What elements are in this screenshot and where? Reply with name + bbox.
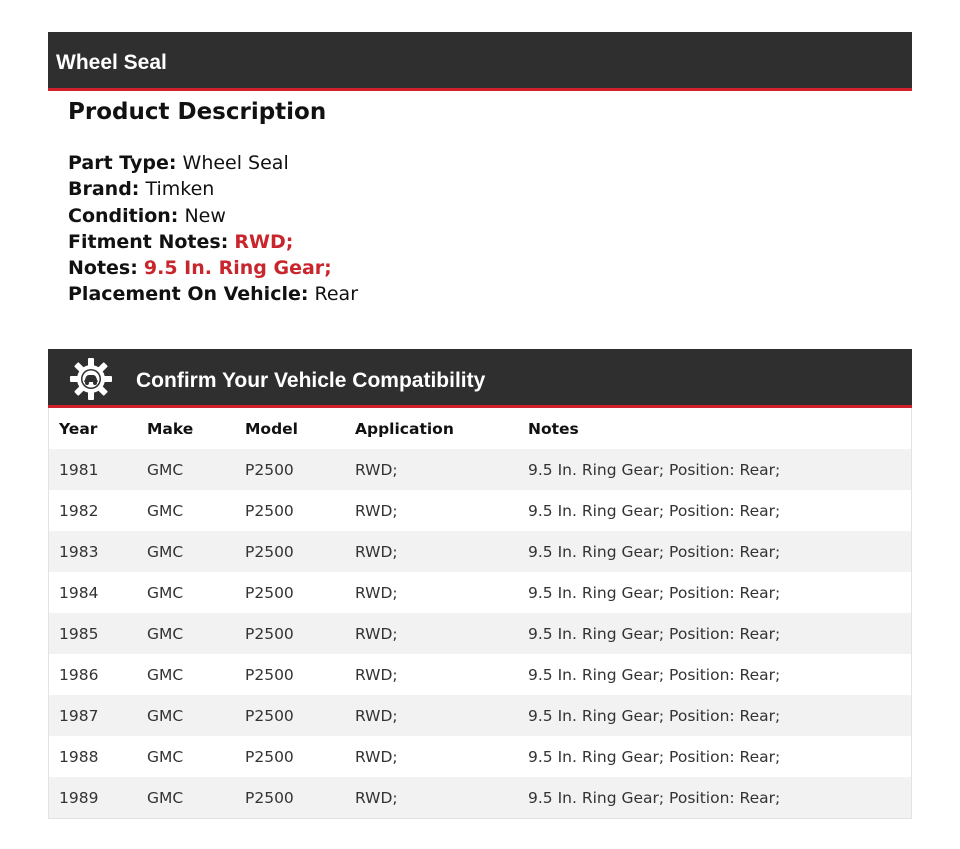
cell-year: 1989 <box>59 788 99 807</box>
spec-value: Timken <box>145 178 215 201</box>
spec-value: Rear <box>314 283 359 306</box>
cell-model: P2500 <box>245 583 294 602</box>
spec-label: Brand: <box>68 178 140 201</box>
spec-row-placement <box>68 281 358 307</box>
cell-model: P2500 <box>245 747 294 766</box>
cell-application: RWD; <box>355 747 398 766</box>
cell-model: P2500 <box>245 460 294 479</box>
cell-model: P2500 <box>245 501 294 520</box>
cell-notes: 9.5 In. Ring Gear; Position: Rear; <box>528 583 781 602</box>
cell-application: RWD; <box>355 788 398 807</box>
cell-application: RWD; <box>355 706 398 725</box>
product-description <box>68 96 358 308</box>
spec-value: RWD; <box>234 230 294 253</box>
column-header-model: Model <box>245 419 298 438</box>
table-row <box>49 736 911 777</box>
cell-model: P2500 <box>245 706 294 725</box>
spec-value: New <box>184 204 226 227</box>
cell-model: P2500 <box>245 788 294 807</box>
product-title-bar <box>48 32 912 91</box>
compatibility-title-bar <box>48 349 912 408</box>
cell-year: 1984 <box>59 583 99 602</box>
table-row <box>49 572 911 613</box>
cell-make: GMC <box>147 624 184 643</box>
column-header-notes: Notes <box>528 419 579 438</box>
spec-row-notes <box>68 255 358 281</box>
compatibility-title: Confirm Your Vehicle Compatibility <box>136 369 486 392</box>
cell-application: RWD; <box>355 665 398 684</box>
cell-application: RWD; <box>355 542 398 561</box>
cell-make: GMC <box>147 501 184 520</box>
cell-notes: 9.5 In. Ring Gear; Position: Rear; <box>528 665 781 684</box>
column-header-make: Make <box>147 419 194 438</box>
cell-year: 1983 <box>59 542 99 561</box>
cell-notes: 9.5 In. Ring Gear; Position: Rear; <box>528 706 781 725</box>
cell-model: P2500 <box>245 624 294 643</box>
spec-row-fitment-notes <box>68 229 358 255</box>
cell-year: 1988 <box>59 747 99 766</box>
cell-application: RWD; <box>355 501 398 520</box>
cell-notes: 9.5 In. Ring Gear; Position: Rear; <box>528 501 781 520</box>
table-row <box>49 490 911 531</box>
cell-make: GMC <box>147 460 184 479</box>
spec-label: Part Type: <box>68 152 177 174</box>
compatibility-table <box>48 408 912 819</box>
cell-year: 1986 <box>59 665 99 684</box>
cell-application: RWD; <box>355 624 398 643</box>
column-header-application: Application <box>355 419 454 438</box>
table-row <box>49 777 911 818</box>
cell-year: 1981 <box>59 460 99 479</box>
cell-notes: 9.5 In. Ring Gear; Position: Rear; <box>528 788 781 807</box>
cell-make: GMC <box>147 583 184 602</box>
table-row <box>49 449 911 490</box>
description-heading: Product Description <box>68 99 327 125</box>
spec-row-brand <box>68 176 358 202</box>
table-row <box>49 531 911 572</box>
cell-make: GMC <box>147 665 184 684</box>
gear-car-icon <box>69 357 113 401</box>
cell-make: GMC <box>147 788 184 807</box>
spec-row-part-type <box>68 150 358 176</box>
cell-application: RWD; <box>355 460 398 479</box>
spec-row-condition <box>68 203 358 229</box>
table-header-row <box>49 408 911 449</box>
product-title: Wheel Seal <box>56 51 167 74</box>
cell-make: GMC <box>147 747 184 766</box>
cell-year: 1987 <box>59 706 99 725</box>
spec-label: Fitment Notes: <box>68 230 229 253</box>
cell-application: RWD; <box>355 583 398 602</box>
cell-make: GMC <box>147 542 184 561</box>
spec-value: 9.5 In. Ring Gear; <box>143 257 332 280</box>
table-row <box>49 695 911 736</box>
column-header-year: Year <box>59 419 98 438</box>
cell-year: 1985 <box>59 624 99 643</box>
cell-model: P2500 <box>245 665 294 684</box>
cell-year: 1982 <box>59 501 99 520</box>
table-row <box>49 654 911 695</box>
spec-label: Notes: <box>68 257 138 280</box>
cell-notes: 9.5 In. Ring Gear; Position: Rear; <box>528 460 781 479</box>
spec-value: Wheel Seal <box>182 152 289 174</box>
cell-notes: 9.5 In. Ring Gear; Position: Rear; <box>528 542 781 561</box>
cell-make: GMC <box>147 706 184 725</box>
spec-label: Condition: <box>68 204 179 227</box>
cell-notes: 9.5 In. Ring Gear; Position: Rear; <box>528 624 781 643</box>
spec-label: Placement On Vehicle: <box>68 283 309 306</box>
table-row <box>49 613 911 654</box>
cell-notes: 9.5 In. Ring Gear; Position: Rear; <box>528 747 781 766</box>
cell-model: P2500 <box>245 542 294 561</box>
